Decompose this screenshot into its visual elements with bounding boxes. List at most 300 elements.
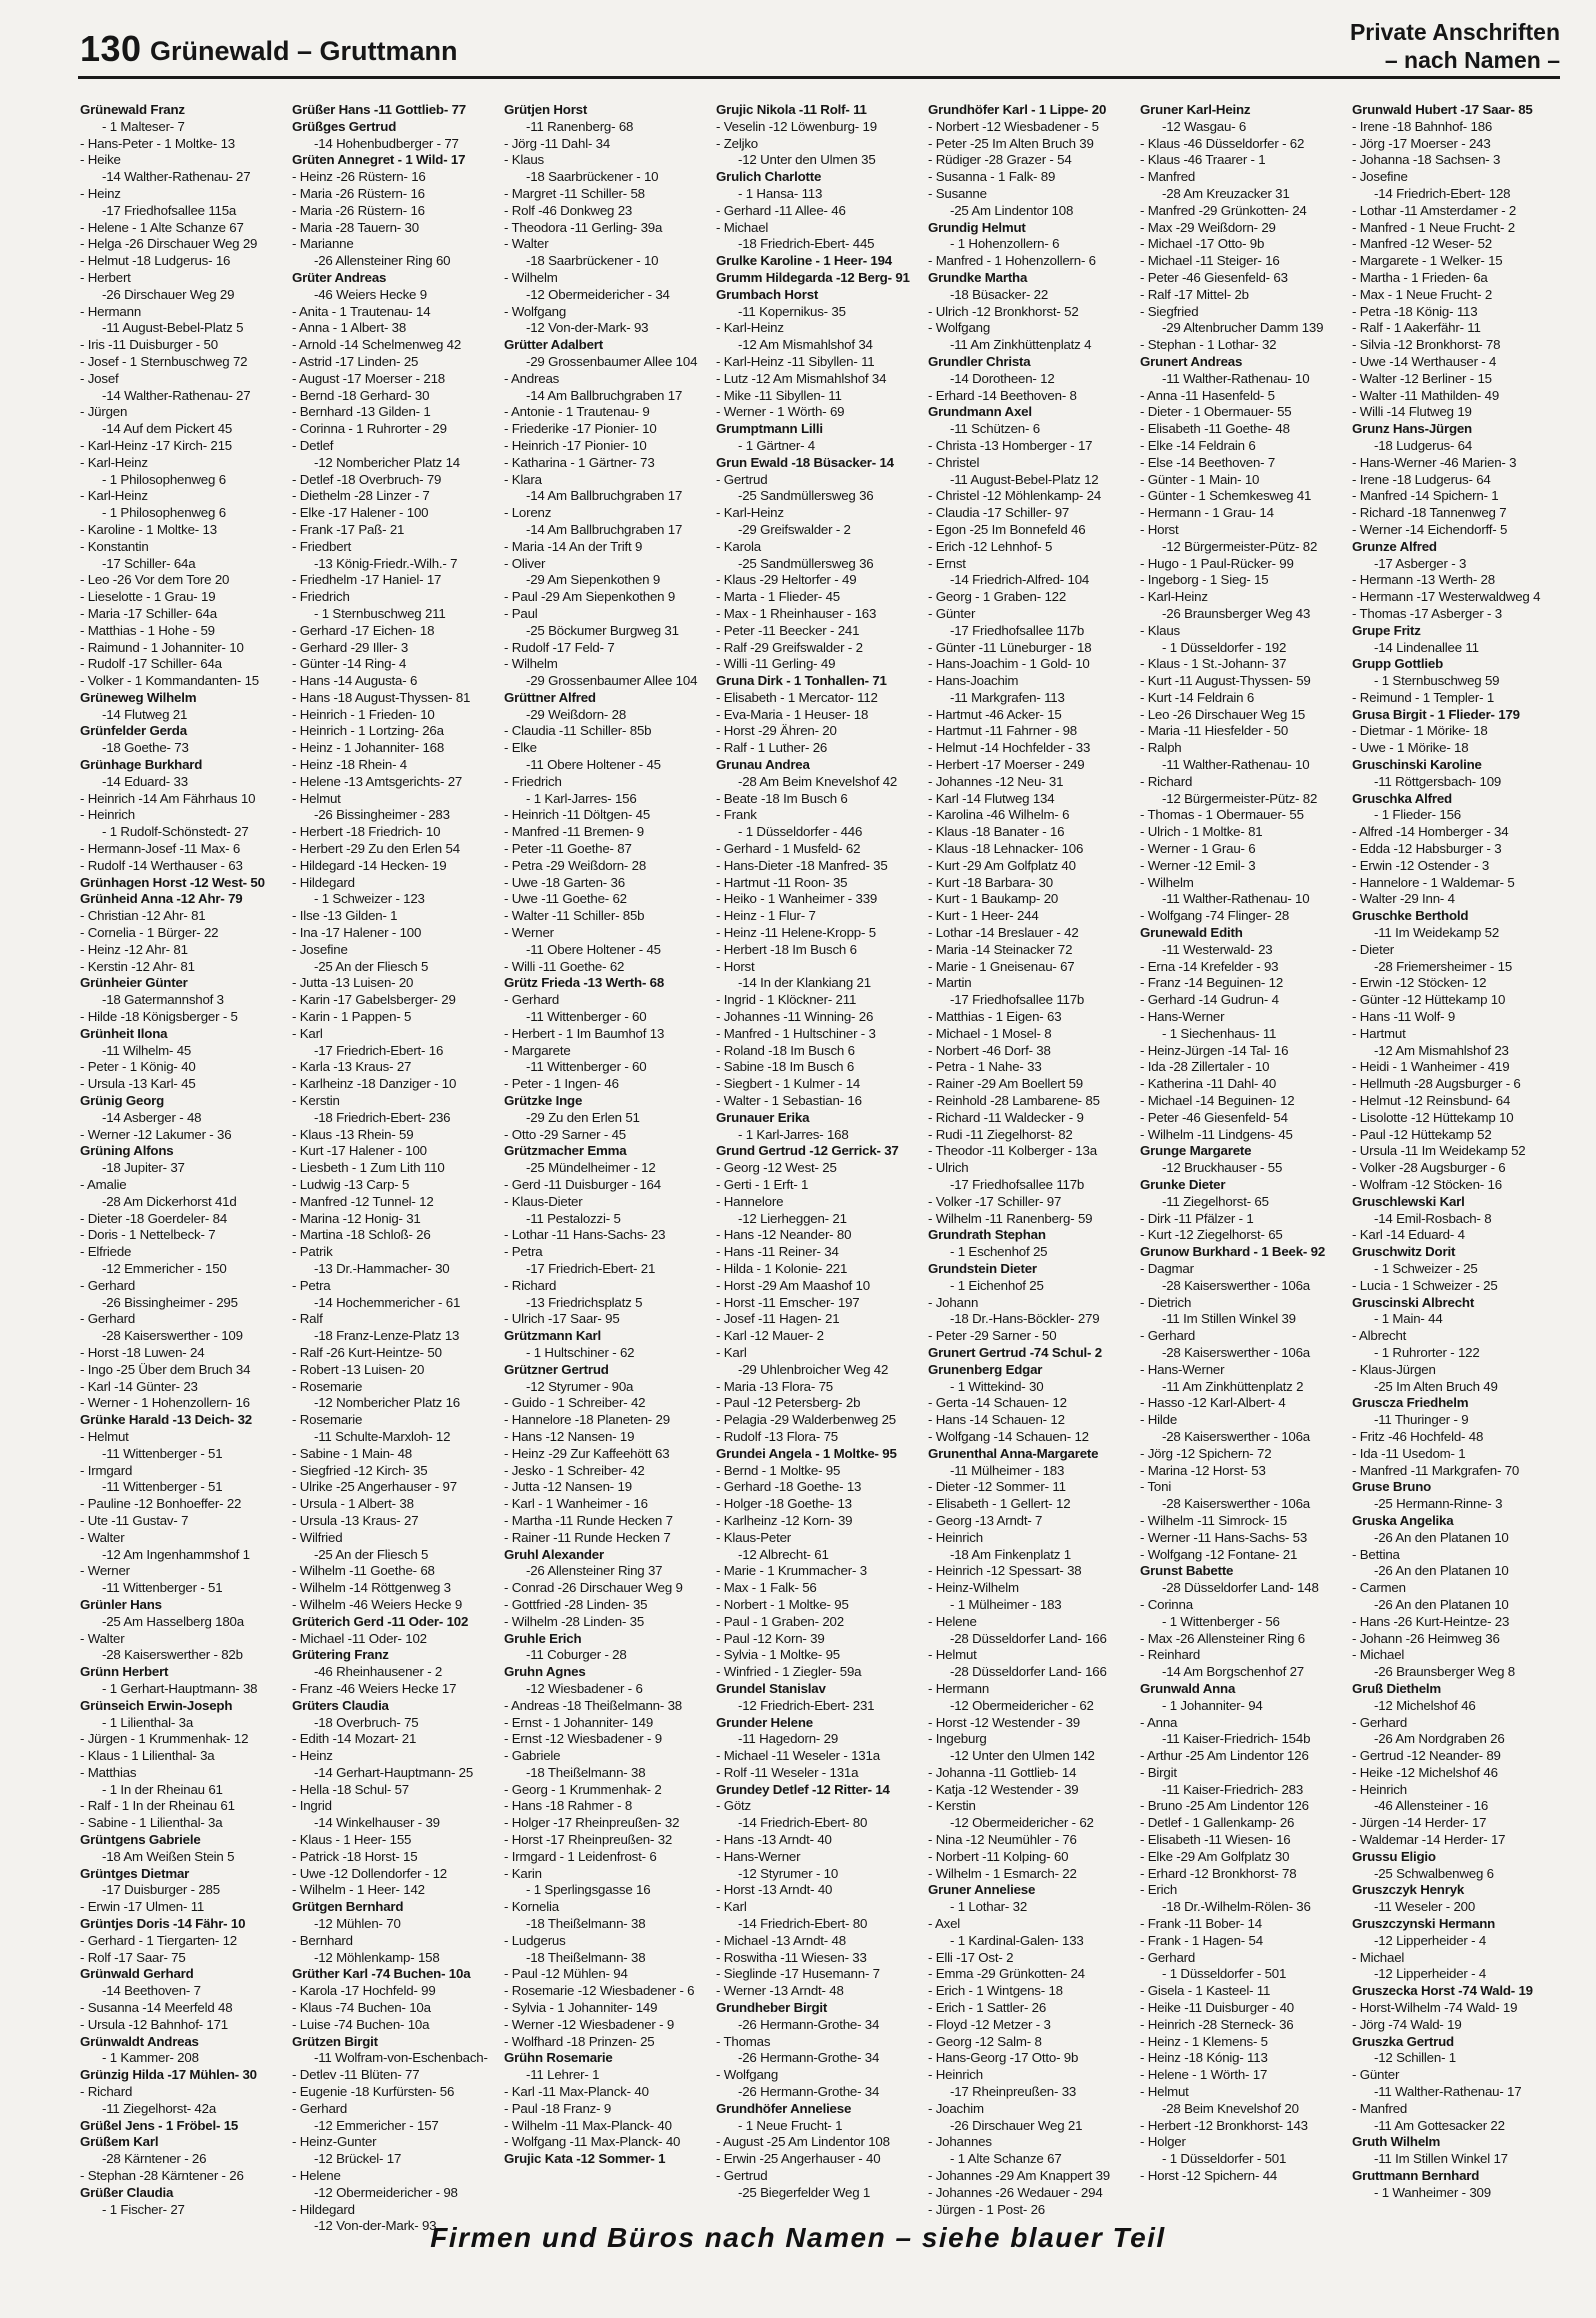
list-item: - Heinz -11 Helene-Kropp- 5 xyxy=(716,925,876,941)
list-item: - Elke -14 Feldrain 6 xyxy=(1140,437,1256,453)
list-item: - Heinz - 1 Flur- 7 xyxy=(716,908,816,924)
surname-entry: Gruska Angelika xyxy=(1352,1512,1454,1528)
list-item: - Heinz-Gunter xyxy=(292,2134,377,2150)
list-item: - Herbert -17 Moerser - 249 xyxy=(928,757,1085,773)
list-item: -28 Am Beim Knevelshof 42 xyxy=(738,773,898,789)
surname-entry: Gruszczynski Hermann xyxy=(1352,1916,1496,1932)
list-item: - Willi -14 Flutweg 19 xyxy=(1352,404,1472,420)
list-item: - Hans -12 Nansen- 19 xyxy=(504,1428,635,1444)
surname-entry: Grüterich Gerd -11 Oder- 102 xyxy=(292,1613,469,1629)
list-item: -26 Hermann-Grothe- 34 xyxy=(738,2084,880,2100)
surname-entry: Gruß Diethelm xyxy=(1352,1680,1442,1696)
list-item: - Klaus -74 Buchen- 10a xyxy=(292,2000,431,2016)
list-item: - Reinhard xyxy=(1140,1647,1201,1663)
list-item: -18 Theißelmann- 38 xyxy=(526,1916,646,1932)
list-item: -14 Lindenallee 11 xyxy=(1374,639,1479,655)
list-item: - 1 Ruhrorter - 122 xyxy=(1374,1344,1480,1360)
surname-entry: Grunauer Erika xyxy=(716,1109,810,1125)
list-item: - Patrik xyxy=(292,1244,333,1260)
list-item: -14 Dorotheen- 12 xyxy=(950,370,1055,386)
list-item: - Volker -28 Augsburger - 6 xyxy=(1352,1160,1506,1176)
list-item: - Gerhard xyxy=(1352,1714,1408,1730)
surname-entry: Grütjen Horst xyxy=(504,102,588,117)
list-item: - Horst-Wilhelm -74 Wald- 19 xyxy=(1352,2000,1518,2016)
list-item: - Paul -12 Korn- 39 xyxy=(716,1630,825,1646)
list-item: - Helmut xyxy=(80,1428,129,1444)
list-item: - Dirk -11 Pfälzer - 1 xyxy=(1140,1210,1254,1226)
list-item: - Ulrike -25 Angerhauser - 97 xyxy=(292,1479,457,1495)
list-item: -12 Am Mismahlshof 34 xyxy=(738,337,873,353)
surname-entry: Grunert Andreas xyxy=(1140,353,1243,369)
list-item: -12 Wasgau- 6 xyxy=(1162,118,1247,134)
list-item: - 1 Lilienthal- 3a xyxy=(102,1714,194,1730)
list-item: - Klaus -18 Banater - 16 xyxy=(928,824,1065,840)
list-item: - 1 Kammer- 208 xyxy=(102,2050,199,2066)
list-item: - 1 Alte Schanze 67 xyxy=(950,2151,1062,2167)
list-item: -12 Michelshof 46 xyxy=(1374,1697,1476,1713)
list-item: - Gerhard -18 Goethe- 13 xyxy=(716,1479,862,1495)
list-item: - Floyd -12 Metzer - 3 xyxy=(928,2016,1051,2032)
list-item: -28 Kärntener - 26 xyxy=(102,2151,207,2167)
list-item: - Uwe -12 Dollendorfer - 12 xyxy=(292,1865,447,1881)
list-item: - Siegbert - 1 Kulmer - 14 xyxy=(716,1076,861,1092)
list-item: - Werner xyxy=(504,925,554,941)
list-item: - Wilhelm xyxy=(1140,874,1194,890)
list-item: - Holger xyxy=(1140,2134,1186,2150)
surname-entry: Gruszecka Horst -74 Wald- 19 xyxy=(1352,1983,1533,1999)
list-item: - Klaus - 1 St.-Johann- 37 xyxy=(1140,656,1287,672)
list-item: - Helene xyxy=(292,2168,341,2184)
list-item: - Astrid -17 Linden- 25 xyxy=(292,353,419,369)
list-item: - Claudia -11 Schiller- 85b xyxy=(504,723,652,739)
list-item: - Klaus-Jürgen xyxy=(1352,1361,1436,1377)
directory-column xyxy=(1140,102,1347,2208)
list-item: - Werner -12 Emil- 3 xyxy=(1140,857,1256,873)
list-item: - Gerhard xyxy=(292,2100,348,2116)
list-item: - Ursula -11 Im Weidekamp 52 xyxy=(1352,1143,1526,1159)
list-item: - Karl - 1 Wanheimer - 16 xyxy=(504,1496,648,1512)
list-item: - Elke -29 Am Golfplatz 30 xyxy=(1140,1848,1290,1864)
list-item: -12 Am Mismahlshof 23 xyxy=(1374,1042,1509,1058)
list-item: -14 Asberger - 48 xyxy=(102,1109,202,1125)
list-item: - Wilhelm -11 Simrock- 15 xyxy=(1140,1512,1287,1528)
list-item: - Rosemarie xyxy=(292,1378,363,1394)
list-item: - Hans -26 Kurt-Heintze- 23 xyxy=(1352,1613,1510,1629)
list-item: - Karolina -46 Wilhelm- 6 xyxy=(928,807,1070,823)
list-item: - Ernst xyxy=(928,555,966,571)
list-item: - 1 Düsseldorfer - 501 xyxy=(1162,1966,1287,1982)
list-item: - Sabine - 1 Lilienthal- 3a xyxy=(80,1815,223,1831)
list-item: - 1 Rudolf-Schönstedt- 27 xyxy=(102,824,249,840)
list-item: - 1 Schweizer - 123 xyxy=(314,891,425,907)
surname-entry: Grunau Andrea xyxy=(716,757,810,773)
list-item: - Helene - 1 Alte Schanze 67 xyxy=(80,219,244,235)
list-item: -11 Kopernikus- 35 xyxy=(738,303,846,319)
list-item: - Robert -13 Luisen- 20 xyxy=(292,1361,425,1377)
surname-entry: Grüttner Alfred xyxy=(504,689,596,705)
list-item: - Hartmut -46 Acker- 15 xyxy=(928,706,1062,722)
list-item: - Marianne xyxy=(292,236,354,252)
list-item: - Friedhelm -17 Haniel- 17 xyxy=(292,572,442,588)
list-item: - Horst -18 Luwen- 24 xyxy=(80,1344,205,1360)
list-item: - Ingrid - 1 Klöckner- 211 xyxy=(716,992,857,1008)
list-item: - Hannelore xyxy=(716,1193,784,1209)
list-item: - Helmut -14 Hochfelder - 33 xyxy=(928,740,1091,756)
list-item: - Karin xyxy=(504,1865,542,1881)
list-item: - Paul xyxy=(504,605,538,621)
surname-entry: Grüten Annegret - 1 Wild- 17 xyxy=(292,152,466,168)
list-item: -26 Bissingheimer - 295 xyxy=(102,1294,238,1310)
list-item: - Hilde -18 Königsberger - 5 xyxy=(80,1009,238,1025)
list-item: - Gisela - 1 Kasteel- 11 xyxy=(1140,1983,1271,1999)
list-item: - Ulrich xyxy=(928,1160,969,1176)
list-item: - Irene -18 Bahnhof- 186 xyxy=(1352,118,1493,134)
list-item: - Gerhard -29 Iller- 3 xyxy=(292,639,409,655)
list-item: -12 Emmericher - 150 xyxy=(102,1260,227,1276)
list-item: -12 Bürgermeister-Pütz- 82 xyxy=(1162,538,1318,554)
list-item: -18 Jupiter- 37 xyxy=(102,1160,185,1176)
list-item: -25 An der Fliesch 5 xyxy=(314,958,429,974)
list-item: - Frank xyxy=(716,807,757,823)
list-item: - Werner -13 Arndt- 48 xyxy=(716,1983,844,1999)
list-item: - Silvia -12 Bronkhorst- 78 xyxy=(1352,337,1501,353)
list-item: - Ursula -13 Karl- 45 xyxy=(80,1076,196,1092)
list-item: - Ursula -13 Kraus- 27 xyxy=(292,1512,419,1528)
list-item: - Martha - 1 Frieden- 6a xyxy=(1352,269,1488,285)
list-item: -12 Lipperheider - 4 xyxy=(1374,1932,1487,1948)
list-item: -14 Am Ballbruchgraben 17 xyxy=(526,488,683,504)
list-item: - Theodor -11 Kolberger - 13a xyxy=(928,1143,1097,1159)
list-item: - Werner - 1 Wörth- 69 xyxy=(716,404,845,420)
list-item: - Horst xyxy=(716,958,755,974)
surname-entry: Grüning Alfons xyxy=(80,1143,174,1159)
list-item: - Gerhard -14 Gudrun- 4 xyxy=(1140,992,1279,1008)
list-item: - Klaus-Dieter xyxy=(504,1193,583,1209)
list-item: - Friedrich xyxy=(292,589,350,605)
list-item: - Dieter -12 Sommer- 11 xyxy=(928,1479,1066,1495)
list-item: - Friedbert xyxy=(292,538,352,554)
list-item: - Wilhelm -14 Röttgenweg 3 xyxy=(292,1580,451,1596)
list-item: - Volker - 1 Kommandanten- 15 xyxy=(80,673,259,689)
list-item: - Andreas -18 Theißelmann- 38 xyxy=(504,1697,682,1713)
list-item: - Paul -12 Mühlen- 94 xyxy=(504,1966,628,1982)
list-item: -28 Düsseldorfer Land- 166 xyxy=(950,1630,1107,1646)
list-item: - Hans-Georg -17 Otto- 9b xyxy=(928,2050,1079,2066)
surname-entry: Grünhagen Horst -12 West- 50 xyxy=(80,874,265,890)
list-item: - Franz -46 Weiers Hecke 17 xyxy=(292,1680,457,1696)
list-item: - Richard -11 Waldecker - 9 xyxy=(928,1109,1084,1125)
list-item: -29 Grossenbaumer Allee 104 xyxy=(526,353,698,369)
surname-entry: Gruschlewski Karl xyxy=(1352,1193,1465,1209)
footer-note: Firmen und Büros nach Namen – siehe blauer Teil xyxy=(430,2222,1166,2253)
list-item: - Heinz -26 Rüstern- 16 xyxy=(292,169,426,185)
surname-entry: Grünwald Gerhard xyxy=(80,1966,194,1982)
list-item: -14 Am Ballbruchgraben 17 xyxy=(526,387,683,403)
list-item: - Jörg -17 Moerser - 243 xyxy=(1352,135,1491,151)
list-item: - Ludwig -13 Carp- 5 xyxy=(292,1177,410,1192)
list-item: - Michael -11 Weseler - 131a xyxy=(716,1748,880,1764)
list-item: -11 Walther-Rathenau- 10 xyxy=(1162,757,1310,773)
surname-entry: Grunz Hans-Jürgen xyxy=(1352,421,1472,437)
list-item: - Ralf - 1 Luther- 26 xyxy=(716,740,828,756)
list-item: - Hans -13 Arndt- 40 xyxy=(716,1832,832,1848)
list-item: - Gerhard xyxy=(504,992,560,1008)
list-item: - Detlef xyxy=(292,437,334,453)
list-item: - Margret -11 Schiller- 58 xyxy=(504,185,645,201)
list-item: - Helmut -12 Reinsbund- 64 xyxy=(1352,1093,1511,1109)
list-item: - Helmut xyxy=(1140,2084,1189,2100)
page-title: Grünewald – Gruttmann xyxy=(150,36,458,66)
list-item: - Heinz -18 Rhein- 4 xyxy=(292,757,407,773)
list-item: - Heidi - 1 Wanheimer - 419 xyxy=(1352,1059,1510,1075)
list-item: - 1 Karl-Jarres- 168 xyxy=(738,1126,849,1142)
surname-entry: Gruschinski Karoline xyxy=(1352,757,1482,773)
list-item: - Kurt -18 Barbara- 30 xyxy=(928,874,1053,890)
surname-entry: Grundei Angela - 1 Moltke- 95 xyxy=(716,1445,897,1461)
list-item: - Conrad -26 Dirschauer Weg 9 xyxy=(504,1580,683,1596)
list-item: - Stephan - 1 Lothar- 32 xyxy=(1140,337,1277,353)
list-item: - Erich xyxy=(1140,1882,1178,1898)
list-item: - Franz -14 Beguinen- 12 xyxy=(1140,975,1284,991)
list-item: -14 Friedrich-Ebert- 80 xyxy=(738,1916,868,1932)
list-item: - Max -29 Weißdorn- 29 xyxy=(1140,219,1276,235)
list-item: -26 Braunsberger Weg 8 xyxy=(1374,1664,1515,1680)
list-item: - Egon -25 Im Bonnefeld 46 xyxy=(928,521,1086,537)
list-item: -29 Altenbrucher Damm 139 xyxy=(1162,320,1324,336)
list-item: - Gertrud -12 Neander- 89 xyxy=(1352,1748,1501,1764)
list-item: - Karl-Heinz xyxy=(716,320,784,336)
list-item: - Christa -13 Homberger - 17 xyxy=(928,437,1093,453)
list-item: - Heinz-Wilhelm xyxy=(928,1580,1019,1596)
list-item: -12 Styrumer - 10 xyxy=(738,1865,839,1881)
surname-entry: Grunow Burkhard - 1 Beek- 92 xyxy=(1140,1244,1326,1260)
list-item: - Manfred -12 Tunnel- 12 xyxy=(292,1193,434,1209)
surname-entry: Grunenberg Edgar xyxy=(928,1361,1043,1377)
list-item: - Heinrich -28 Sterneck- 36 xyxy=(1140,2016,1294,2032)
list-item: -26 An den Platanen 10 xyxy=(1374,1529,1509,1545)
list-item: - Karl -14 Flutweg 134 xyxy=(928,790,1055,806)
list-item: -12 Bruckhauser - 55 xyxy=(1162,1160,1283,1176)
list-item: - Thomas xyxy=(716,2033,771,2049)
list-item: -12 Lierheggen- 21 xyxy=(738,1210,847,1226)
list-item: -26 Am Nordgraben 26 xyxy=(1374,1731,1505,1747)
surname-entry: Gruhl Alexander xyxy=(504,1546,604,1562)
list-item: - Susanna -14 Meerfeld 48 xyxy=(80,2000,233,2016)
list-item: -14 In der Klankiang 21 xyxy=(738,975,871,991)
list-item: - Guido - 1 Schreiber- 42 xyxy=(504,1395,646,1411)
surname-entry: Grüßem Karl xyxy=(80,2134,159,2150)
list-item: - Jörg -12 Spichern- 72 xyxy=(1140,1445,1272,1461)
list-item: - Horst -12 Westender - 39 xyxy=(928,1714,1080,1730)
list-item: - Günter -12 Hüttekamp 10 xyxy=(1352,992,1506,1008)
list-item: - Dietmar - 1 Mörike- 18 xyxy=(1352,723,1488,739)
list-item: - Hans -14 Augusta- 6 xyxy=(292,673,418,689)
list-item: - Johannes -12 Neu- 31 xyxy=(928,773,1064,789)
list-item: - Heinrich -14 Am Fährhaus 10 xyxy=(80,790,256,806)
list-item: - Peter -46 Giesenfeld- 63 xyxy=(1140,269,1288,285)
list-item: - Roland -18 Im Busch 6 xyxy=(716,1042,855,1058)
list-item: - Rudolf -13 Flora- 75 xyxy=(716,1428,838,1444)
list-item: - August -17 Moerser - 218 xyxy=(292,370,445,386)
list-item: -14 Emil-Rosbach- 8 xyxy=(1374,1210,1492,1226)
list-item: -18 Saarbrückener - 10 xyxy=(526,253,659,269)
list-item: -12 Albrecht- 61 xyxy=(738,1546,829,1562)
list-item: - Frank -17 Paß- 21 xyxy=(292,521,405,537)
list-item: - Rudi -11 Ziegelhorst- 82 xyxy=(928,1126,1073,1142)
list-item: -28 Düsseldorfer Land- 148 xyxy=(1162,1580,1319,1596)
list-item: - Klara xyxy=(504,471,542,487)
list-item: - Jörg -11 Dahl- 34 xyxy=(504,135,611,151)
list-item: - Albrecht xyxy=(1352,1328,1407,1344)
section-label xyxy=(1350,18,1560,74)
list-item: - Werner - 1 Hohenzollern- 16 xyxy=(80,1395,250,1411)
list-item: -28 Kaiserswerther - 82b xyxy=(102,1647,243,1663)
list-item: - Diethelm -28 Linzer - 7 xyxy=(292,488,430,504)
list-item: - Götz xyxy=(716,1798,752,1814)
list-item: - Martin xyxy=(928,975,972,991)
list-item: -11 Im Weidekamp 52 xyxy=(1374,925,1500,941)
list-item: - Karl-Heinz -11 Sibyllen- 11 xyxy=(716,353,875,369)
list-item: - Rudolf -17 Schiller- 64a xyxy=(80,656,222,672)
list-item: - Norbert - 1 Moltke- 95 xyxy=(716,1596,849,1612)
list-item: - Peter -29 Sarner - 50 xyxy=(928,1328,1057,1344)
list-item: -29 Zu den Erlen 51 xyxy=(526,1109,640,1125)
surname-entry: Grützen Birgit xyxy=(292,2033,378,2049)
surname-entry: Grupe Fritz xyxy=(1352,622,1421,638)
list-item: - Helene xyxy=(928,1613,977,1629)
list-item: -14 Winkelhauser - 39 xyxy=(314,1815,440,1831)
surname-entry: Grüßges Gertrud xyxy=(292,118,397,134)
list-item: - Hermann - 1 Grau- 14 xyxy=(1140,505,1274,521)
list-item: - Michael xyxy=(1352,1949,1405,1965)
list-item: -11 Markgrafen- 113 xyxy=(950,689,1065,705)
surname-entry: Grünheid Anna -12 Ahr- 79 xyxy=(80,891,243,907)
list-item: - Gerti - 1 Erft- 1 xyxy=(716,1177,809,1192)
surname-entry: Grünzig Hilda -17 Mühlen- 30 xyxy=(80,2067,257,2083)
surname-entry: Grützmann Karl xyxy=(504,1328,601,1344)
list-item: - Erwin -17 Ulmen- 11 xyxy=(80,1899,205,1915)
list-item: - Ursula - 1 Albert- 38 xyxy=(292,1496,414,1512)
list-item: - Elke -17 Halener - 100 xyxy=(292,505,429,521)
list-item: - Hartmut -11 Fahrner - 98 xyxy=(928,723,1077,739)
list-item: - Rosemarie xyxy=(292,1412,363,1428)
list-item: -18 Friedrich-Ebert- 445 xyxy=(738,236,875,252)
list-item: - Mike -11 Sibyllen- 11 xyxy=(716,387,842,403)
list-item: - Norbert -46 Dorf- 38 xyxy=(928,1042,1051,1058)
list-item: - Dieter - 1 Obermauer- 55 xyxy=(1140,404,1292,420)
list-item: - Frank - 1 Hagen- 54 xyxy=(1140,1932,1263,1948)
list-item: - Heinrich -17 Pionier- 10 xyxy=(504,437,647,453)
list-item: - Irmgard xyxy=(80,1462,133,1478)
list-item: - Cornelia - 1 Bürger- 22 xyxy=(80,925,219,941)
list-item: - Elisabeth -11 Wiesen- 16 xyxy=(1140,1832,1291,1848)
list-item: - Jutta -13 Luisen- 20 xyxy=(292,975,414,991)
list-item: - Bettina xyxy=(1352,1546,1400,1562)
list-item: -12 Emmericher - 157 xyxy=(314,2117,439,2133)
list-item: - Fritz -46 Hochfeld- 48 xyxy=(1352,1428,1484,1444)
list-item: - Gottfried -28 Linden- 35 xyxy=(504,1596,648,1612)
list-item: - Paul -18 Franz- 9 xyxy=(504,2100,612,2116)
list-item: - Margarete xyxy=(504,1042,571,1058)
list-item: - August -25 Am Lindentor 108 xyxy=(716,2134,890,2150)
surname-entry: Grünler Hans xyxy=(80,1596,162,1612)
list-item: - Rudolf -14 Werthauser - 63 xyxy=(80,857,243,873)
directory-column xyxy=(504,102,711,2208)
surname-entry: Gruttmann Bernhard xyxy=(1352,2168,1480,2184)
list-item: - Wolfgang -12 Fontane- 21 xyxy=(1140,1546,1298,1562)
list-item: - Katharina - 1 Gärtner- 73 xyxy=(504,454,655,470)
list-item: - Erhard -12 Bronkhorst- 78 xyxy=(1140,1865,1297,1881)
list-item: - Eva-Maria - 1 Heuser- 18 xyxy=(716,706,869,722)
list-item: - Klaus -46 Düsseldorfer - 62 xyxy=(1140,135,1305,151)
list-item: - Günter -11 Lüneburger - 18 xyxy=(928,639,1092,655)
list-item: - Detlef - 1 Gallenkamp- 26 xyxy=(1140,1815,1295,1831)
surname-entry: Grulke Karoline - 1 Heer- 194 xyxy=(716,253,892,269)
list-item: - 1 Wittenberger - 56 xyxy=(1162,1613,1280,1629)
list-item: - Willi -11 Gerling- 49 xyxy=(716,656,836,672)
list-item: - Waldemar -14 Herder- 17 xyxy=(1352,1832,1506,1848)
list-item: - Jutta -12 Nansen- 19 xyxy=(504,1479,632,1495)
list-item: - Corinna - 1 Ruhrorter - 29 xyxy=(292,421,447,437)
list-item: - Maria -26 Rüstern- 16 xyxy=(292,202,425,218)
list-item: -17 Friedhofsallee 117b xyxy=(950,992,1085,1008)
list-item: - Susanna - 1 Falk- 89 xyxy=(928,169,1056,185)
list-item: - Heike xyxy=(80,152,121,168)
list-item: - Rosemarie -12 Wiesbadener - 6 xyxy=(504,1983,695,1999)
list-item: - Hugo - 1 Paul-Rücker- 99 xyxy=(1140,555,1294,571)
list-item: - Manfred - 1 Hohenzollern- 6 xyxy=(928,253,1096,269)
list-item: - Max -26 Allensteiner Ring 6 xyxy=(1140,1630,1305,1646)
list-item: - Jürgen - 1 Post- 26 xyxy=(928,2201,1046,2217)
list-item: - Klaus xyxy=(1140,622,1180,638)
list-item: - Ina -17 Halener - 100 xyxy=(292,925,422,941)
list-item: - Wilhelm xyxy=(504,656,558,672)
list-item: - 1 Gerhart-Hauptmann- 38 xyxy=(102,1680,258,1696)
list-item: - Kurt -12 Ziegelhorst- 65 xyxy=(1140,1227,1283,1243)
list-item: - Jürgen - 1 Krummenhak- 12 xyxy=(80,1731,249,1747)
list-item: - Irene -18 Ludgerus- 64 xyxy=(1352,471,1491,487)
surname-entry: Gruhn Agnes xyxy=(504,1664,586,1680)
list-item: - 1 Neue Frucht- 1 xyxy=(738,2117,843,2133)
list-item: - Hartmut -11 Roon- 35 xyxy=(716,874,848,890)
list-item: -26 Dirschauer Weg 21 xyxy=(950,2117,1083,2133)
list-item: - Maria -14 Steinacker 72 xyxy=(928,941,1073,957)
list-item: - Heinz -12 Ahr- 81 xyxy=(80,941,188,957)
list-item: - Matthias xyxy=(80,1764,137,1780)
list-item: - Iris -11 Duisburger - 50 xyxy=(80,337,218,353)
list-item: -18 Goethe- 73 xyxy=(102,740,189,756)
list-item: - Wilhelm xyxy=(504,269,558,285)
surname-entry: Grundheber Birgit xyxy=(716,2000,828,2016)
list-item: - Michael -11 Steiger- 16 xyxy=(1140,253,1280,269)
list-item: - Wilhelm - 1 Esmarch- 22 xyxy=(928,1865,1077,1881)
list-item: - Walter -29 Inn- 4 xyxy=(1352,891,1455,907)
list-item: - 1 Wanheimer - 309 xyxy=(1374,2184,1491,2200)
list-item: -12 Brückel- 17 xyxy=(314,2151,402,2167)
list-item: - Katherina -11 Dahl- 40 xyxy=(1140,1076,1277,1092)
surname-entry: Grünke Harald -13 Deich- 32 xyxy=(80,1412,252,1428)
list-item: - Axel xyxy=(928,1916,961,1932)
list-item: - 1 Düsseldorfer - 192 xyxy=(1162,639,1287,655)
list-item: - Gertrud xyxy=(716,2168,768,2184)
surname-entry: Grumbach Horst xyxy=(716,286,819,302)
list-item: -11 Walther-Rathenau- 10 xyxy=(1162,891,1310,907)
list-item: -12 Wiesbadener - 6 xyxy=(526,1680,643,1696)
list-item: - Hasso -12 Karl-Albert- 4 xyxy=(1140,1395,1286,1411)
list-item: - Marina -12 Horst- 53 xyxy=(1140,1462,1266,1478)
list-item: -14 Walther-Rathenau- 27 xyxy=(102,387,251,403)
list-item: - Günter xyxy=(928,605,976,621)
